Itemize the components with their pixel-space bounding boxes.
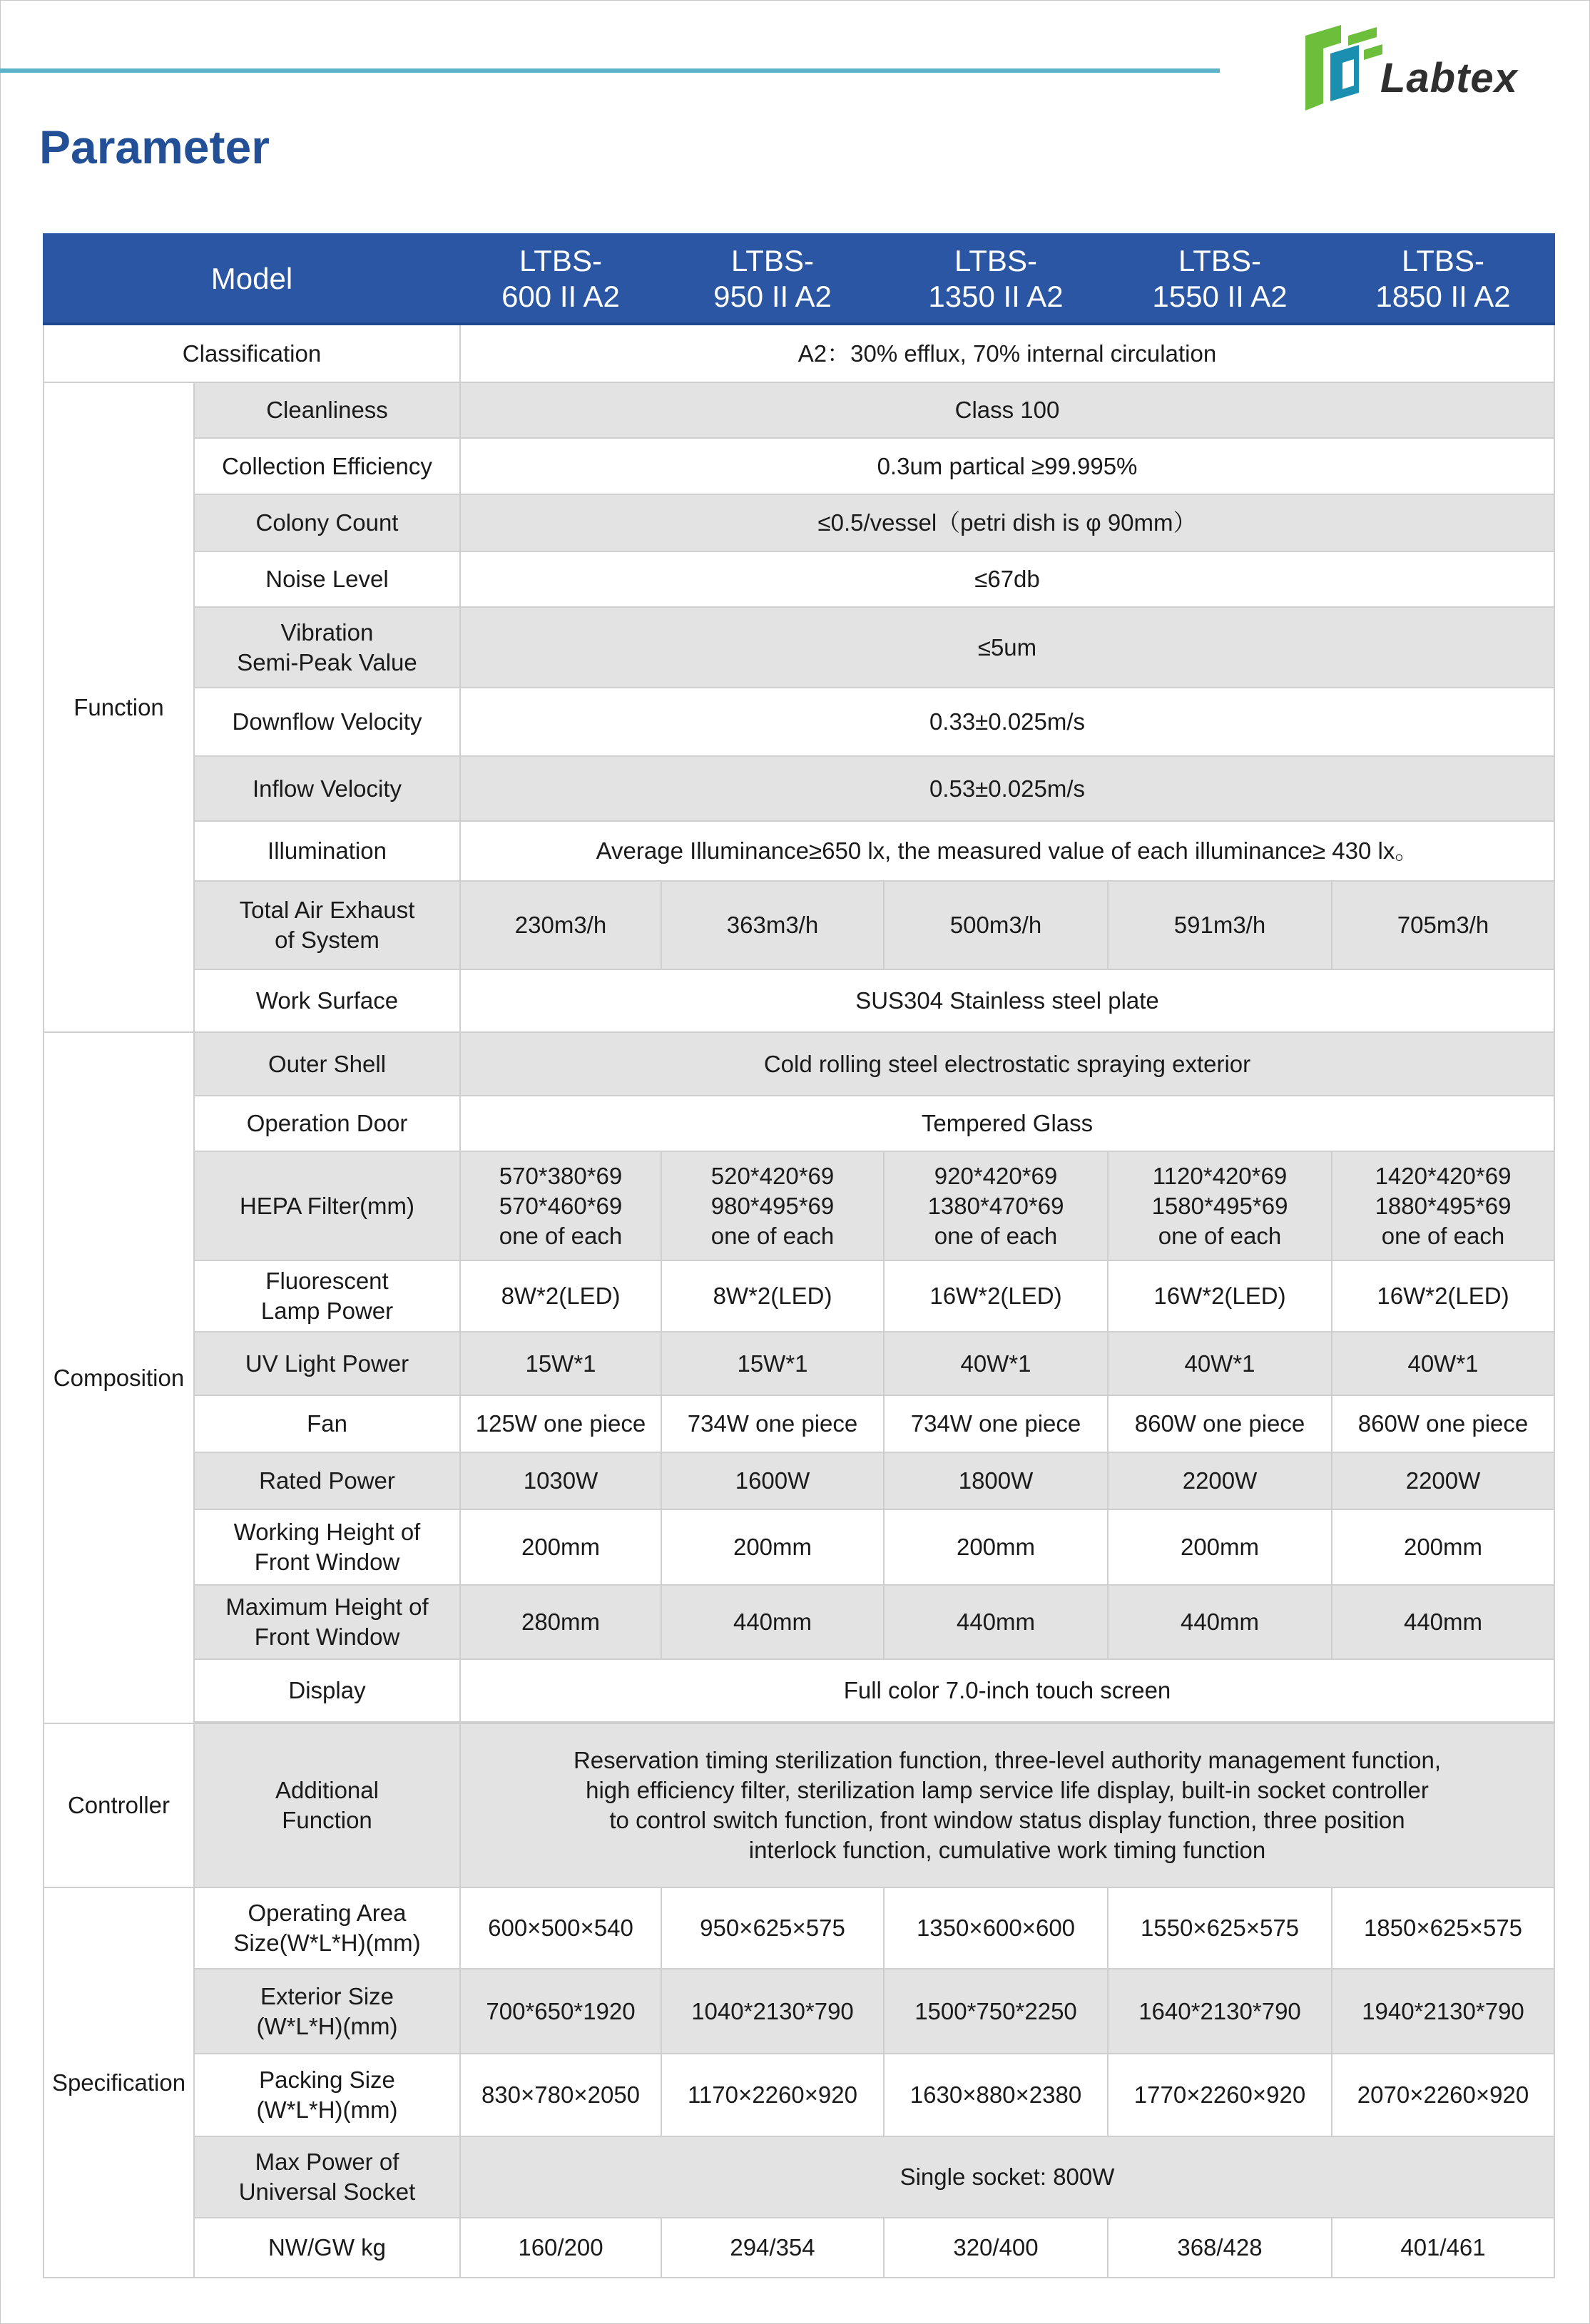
model-header-cell: LTBS- 600 II A2: [460, 234, 661, 324]
row-label: Downflow Velocity: [194, 688, 460, 756]
row-value: Reservation timing sterilization function, three-level authority management function, high efficiency filter, sterilization lamp service life display, built-in socket controller to control switch function, front window status display function, three position interlock function, cumulative work timing function: [460, 1723, 1554, 1887]
row-value: 1940*2130*790: [1332, 1969, 1554, 2054]
table-row: [44, 324, 1554, 382]
row-value: 950×625×575: [661, 1887, 884, 1969]
row-value: 160/200: [460, 2218, 661, 2278]
group-composition: Composition: [44, 1032, 194, 1723]
table-row: [44, 2218, 1554, 2278]
row-value: 1170×2260×920: [661, 2054, 884, 2136]
row-value: 1030W: [460, 1452, 661, 1509]
row-value: 40W*1: [1108, 1332, 1332, 1395]
row-value: 2200W: [1332, 1452, 1554, 1509]
row-value: 1500*750*2250: [884, 1969, 1108, 2054]
row-value: 1120*420*69 1580*495*69 one of each: [1108, 1151, 1332, 1260]
table-row: [44, 1509, 1554, 1585]
table-row: [44, 1096, 1554, 1151]
row-value: 830×780×2050: [460, 2054, 661, 2136]
row-value: 1630×880×2380: [884, 2054, 1108, 2136]
row-label: Fan: [194, 1395, 460, 1452]
row-value: 440mm: [661, 1585, 884, 1659]
group-function: Function: [44, 382, 194, 1032]
row-value: 920*420*69 1380*470*69 one of each: [884, 1151, 1108, 1260]
row-label: UV Light Power: [194, 1332, 460, 1395]
table-row: [44, 1585, 1554, 1659]
table-row: [44, 1151, 1554, 1260]
row-label: Maximum Height of Front Window: [194, 1585, 460, 1659]
page-title: Parameter: [39, 121, 270, 173]
row-value: 1800W: [884, 1452, 1108, 1509]
classification-value: A2：30% efflux, 70% internal circulation: [460, 324, 1554, 382]
table-row: [44, 1723, 1554, 1887]
model-header: Model: [44, 234, 460, 324]
row-label: Inflow Velocity: [194, 756, 460, 821]
row-value: SUS304 Stainless steel plate: [460, 969, 1554, 1032]
row-value: 500m3/h: [884, 881, 1108, 969]
row-value: Tempered Glass: [460, 1096, 1554, 1151]
table-row: [44, 969, 1554, 1032]
row-value: 40W*1: [1332, 1332, 1554, 1395]
table-row: [44, 1887, 1554, 1969]
row-value: Full color 7.0-inch touch screen: [460, 1659, 1554, 1722]
table-row: [44, 1332, 1554, 1395]
row-value: 1850×625×575: [1332, 1887, 1554, 1969]
row-value: ≤0.5/vessel（petri dish is φ 90mm）: [460, 494, 1554, 551]
row-value: ≤5um: [460, 607, 1554, 688]
row-label: Noise Level: [194, 551, 460, 607]
row-label: Fluorescent Lamp Power: [194, 1260, 460, 1332]
row-value: 1350×600×600: [884, 1887, 1108, 1969]
row-label: Total Air Exhaust of System: [194, 881, 460, 969]
model-header-cell: LTBS- 1550 II A2: [1108, 234, 1332, 324]
model-header-cell: LTBS- 1850 II A2: [1332, 234, 1554, 324]
row-value: 8W*2(LED): [460, 1260, 661, 1332]
row-value: 200mm: [884, 1509, 1108, 1585]
row-value: 401/461: [1332, 2218, 1554, 2278]
group-controller: Controller: [44, 1723, 194, 1887]
row-value: 734W one piece: [661, 1395, 884, 1452]
row-value: 280mm: [460, 1585, 661, 1659]
row-label: Operation Door: [194, 1096, 460, 1151]
row-value: 700*650*1920: [460, 1969, 661, 2054]
table-row: [44, 1452, 1554, 1509]
row-label: Rated Power: [194, 1452, 460, 1509]
brand-name: Labtex: [1380, 55, 1518, 101]
table-header-row: [44, 234, 1554, 324]
row-value: 440mm: [1108, 1585, 1332, 1659]
accent-line: [0, 68, 1220, 73]
row-value: 860W one piece: [1108, 1395, 1332, 1452]
row-value: Single socket: 800W: [460, 2136, 1554, 2218]
row-value: 200mm: [1332, 1509, 1554, 1585]
row-value: 1550×625×575: [1108, 1887, 1332, 1969]
row-value: 230m3/h: [460, 881, 661, 969]
table-row: [44, 494, 1554, 551]
row-label: Colony Count: [194, 494, 460, 551]
table-row: [44, 551, 1554, 607]
row-value: 1640*2130*790: [1108, 1969, 1332, 2054]
model-header-cell: LTBS- 1350 II A2: [884, 234, 1108, 324]
row-label: Display: [194, 1659, 460, 1722]
logo-mark-icon: [1298, 21, 1384, 121]
table-row: [44, 438, 1554, 494]
row-value: 15W*1: [460, 1332, 661, 1395]
row-value: 125W one piece: [460, 1395, 661, 1452]
row-value: 860W one piece: [1332, 1395, 1554, 1452]
model-header-cell: LTBS- 950 II A2: [661, 234, 884, 324]
row-value: 1420*420*69 1880*495*69 one of each: [1332, 1151, 1554, 1260]
row-value: 0.33±0.025m/s: [460, 688, 1554, 756]
row-value: 15W*1: [661, 1332, 884, 1395]
row-label: Outer Shell: [194, 1032, 460, 1096]
row-value: 600×500×540: [460, 1887, 661, 1969]
table-row: [44, 821, 1554, 881]
row-label: Collection Efficiency: [194, 438, 460, 494]
row-label: Packing Size (W*L*H)(mm): [194, 2054, 460, 2136]
parameter-table: [43, 233, 1555, 2278]
table-row: [44, 756, 1554, 821]
table-row: [44, 1032, 1554, 1096]
row-value: ≤67db: [460, 551, 1554, 607]
table-row: [44, 1260, 1554, 1332]
row-label: Exterior Size (W*L*H)(mm): [194, 1969, 460, 2054]
row-value: 16W*2(LED): [1332, 1260, 1554, 1332]
row-value: Cold rolling steel electrostatic spraying exterior: [460, 1032, 1554, 1096]
table-row: [44, 688, 1554, 756]
table-row: [44, 2136, 1554, 2218]
row-value: 705m3/h: [1332, 881, 1554, 969]
row-value: 320/400: [884, 2218, 1108, 2278]
row-value: 734W one piece: [884, 1395, 1108, 1452]
row-value: 200mm: [1108, 1509, 1332, 1585]
row-value: 363m3/h: [661, 881, 884, 969]
row-value: 2200W: [1108, 1452, 1332, 1509]
row-value: 200mm: [661, 1509, 884, 1585]
table-row: [44, 1395, 1554, 1452]
row-value: 8W*2(LED): [661, 1260, 884, 1332]
row-label: Work Surface: [194, 969, 460, 1032]
row-label: Additional Function: [194, 1723, 460, 1887]
row-value: 200mm: [460, 1509, 661, 1585]
row-value: 440mm: [1332, 1585, 1554, 1659]
table-row: [44, 382, 1554, 438]
row-label: NW/GW kg: [194, 2218, 460, 2278]
row-value: 1600W: [661, 1452, 884, 1509]
row-label: Max Power of Universal Socket: [194, 2136, 460, 2218]
row-value: 16W*2(LED): [884, 1260, 1108, 1332]
row-value: 368/428: [1108, 2218, 1332, 2278]
table-row: [44, 607, 1554, 688]
row-value: 570*380*69 570*460*69 one of each: [460, 1151, 661, 1260]
table-row: [44, 1969, 1554, 2054]
row-value: 0.3um partical ≥99.995%: [460, 438, 1554, 494]
row-value: 440mm: [884, 1585, 1108, 1659]
row-label: Cleanliness: [194, 382, 460, 438]
table-row: [44, 1659, 1554, 1722]
group-specification: Specification: [44, 1887, 194, 2278]
row-value: 40W*1: [884, 1332, 1108, 1395]
row-value: 2070×2260×920: [1332, 2054, 1554, 2136]
row-label: Working Height of Front Window: [194, 1509, 460, 1585]
row-value: 0.53±0.025m/s: [460, 756, 1554, 821]
row-value: 1040*2130*790: [661, 1969, 884, 2054]
row-label: HEPA Filter(mm): [194, 1151, 460, 1260]
row-value: 16W*2(LED): [1108, 1260, 1332, 1332]
row-value: 591m3/h: [1108, 881, 1332, 969]
row-value: Class 100: [460, 382, 1554, 438]
row-value: 520*420*69 980*495*69 one of each: [661, 1151, 884, 1260]
row-value: Average Illuminance≥650 lx, the measured value of each illuminance≥ 430 lx。: [460, 821, 1554, 881]
row-label: Illumination: [194, 821, 460, 881]
row-value: 294/354: [661, 2218, 884, 2278]
row-value: 1770×2260×920: [1108, 2054, 1332, 2136]
brand-logo: [1298, 21, 1555, 121]
row-label: Vibration Semi-Peak Value: [194, 607, 460, 688]
table-row: [44, 2054, 1554, 2136]
table-row: [44, 881, 1554, 969]
classification-label: Classification: [44, 324, 460, 382]
row-label: Operating Area Size(W*L*H)(mm): [194, 1887, 460, 1969]
